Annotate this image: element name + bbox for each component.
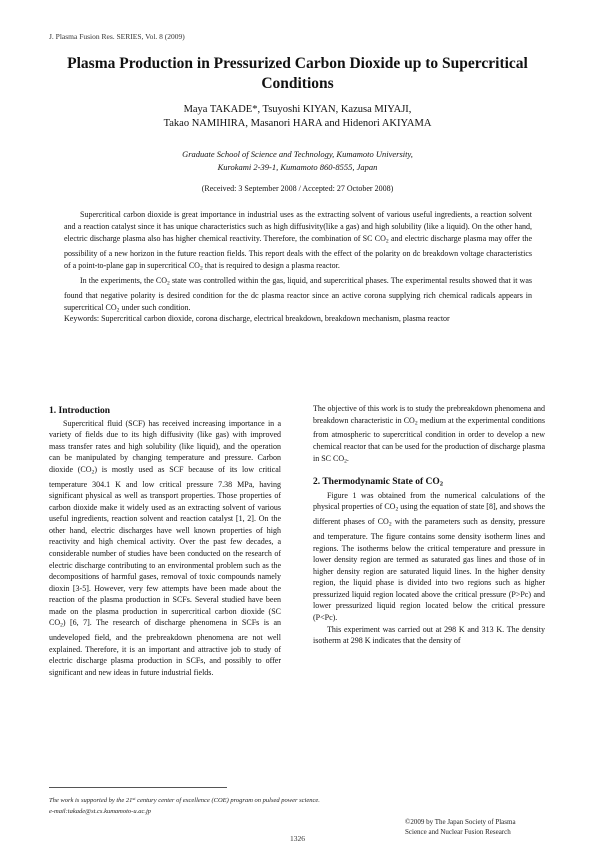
abstract-paragraph: Supercritical carbon dioxide is great importance in industrial uses as the extracting solvent of various useful ingredients, a reaction solvent and a reaction catalyst since it has unique characteristics such as high diffusivity(like a gas) and high solubility (like a liquid). On the other hand, electric discharge plasma also has higher chemical reactivity. Therefore, the combination of SC $CO_2$ and electric discharge plasma may offer the possibility of a new horizon in the future reaction fields. This report deals with the effect of the polarity on dc breakdown voltage characteristics of a point-to-plane gap in supercritical $CO_2$ that is required to design a plasma reactor. — [64, 210, 532, 271]
footnote-email: e-mail:takade@st.cs.kumamoto-u.ac.jp — [49, 807, 152, 815]
keywords: Keywords: Supercritical carbon dioxide, corona discharge, electrical breakdown, breakdown mechanism, plasma reactor — [64, 314, 450, 323]
footnote — [49, 793, 320, 817]
footnote-funding: The work is supported by the 21st century center of excellence (COE) program on pulsed power science. — [49, 796, 320, 804]
copyright-line-2: Science and Nuclear Fusion Research — [405, 828, 511, 836]
body-paragraph: The objective of this work is to study the prebreakdown phenomena and breakdown characteristic in $CO_2$ medium at the experimental conditions from atmospheric to supercritical condition in order to develop a new chemical reactor that can be used for the production of discharge plasma in SC $CO_2$. — [313, 404, 545, 464]
affiliation-line-2: Kurokami 2-39-1, Kumamoto 860-8555, Japan — [217, 162, 378, 172]
title-line-2: Conditions — [261, 75, 334, 92]
body-paragraph: Figure 1 was obtained from the numerical calculations of the physical properties of $CO_2$ using the equation of state [8], and shows the different phases of $CO_2$ with the parameters such as density, pressure and temperature. The figure contains some density isotherm lines and regions. The isotherms below the critical temperature and pressure in lower density region are termed as saturated gas lines and those of in higher density region are saturated liquid lines. In the higher density region, the liquid phase is divided into two regions such as higher pressurized liquid region located above the critical pressure (P>Pc) and lower pressurized liquid region located below the critical pressure (P<Pc). — [313, 490, 545, 622]
authors-line-1: Maya TAKADE*, Tsuyoshi KIYAN, Kazusa MIYAJI, — [183, 104, 412, 115]
section-heading-introduction: 1. Introduction — [49, 406, 111, 416]
footnote-divider — [49, 787, 227, 788]
abstract — [64, 209, 532, 317]
section-heading-thermodynamic-state: 2. Thermodynamic State of $CO_2$ — [313, 476, 444, 488]
copyright-line-1: ©2009 by The Japan Society of Plasma — [405, 818, 516, 826]
author-list — [40, 103, 555, 131]
affiliation — [40, 148, 555, 174]
page-number: 1326 — [290, 834, 305, 843]
journal-header: J. Plasma Fusion Res. SERIES, Vol. 8 (2009) — [49, 32, 185, 41]
left-column — [49, 406, 281, 678]
paper-title — [40, 54, 555, 94]
received-dates: (Received: 3 September 2008 / Accepted: 27 October 2008) — [201, 184, 394, 193]
authors-line-2: Takao NAMIHIRA, Masanori HARA and Hidenori AKIYAMA — [163, 118, 432, 129]
body-paragraph: Supercritical fluid (SCF) has received increasing importance in a variety of fields due to its high diffusivity (like gas) with improved mass transfer rates and high solubility (like liquid), and the operation can be manipulated by changing temperature and pressure. Carbon dioxide $(CO_2)$ is mostly used as SCF because of its low critical temperature 304.1 K and low critical pressure 7.38 MPa, having significant physical as well as transport properties. Those properties of carbon dioxide make it widely used as an extracting solvent of various useful ingredients, reaction solvent and reaction catalyst [1, 2]. On the other hand, electric discharges have well known properties of high reactivity and high chemical activity. Over the past few decades, a considerable number of studies have been conducted on the research of electric discharge contributing to an environmental problem such as the decompositions of harmful gases, removal of toxic compounds namely dioxin [3-5]. However, very few attempts have been made about the reaction of the plasma production in SCFs. Several studied have been made on the plasma production in supercritical carbon dioxide (SC $CO_2$) [6, 7]. The research of discharge phenomena in SCFs is an undeveloped field, and the prebreakdown phenomena are not well explained. Therefore, it is an important and attractive job to study of electric discharge plasma production in SCFs, and possibly to offer significant and new ideas in future industrial fields. — [49, 418, 281, 677]
title-line-1: Plasma Production in Pressurized Carbon Dioxide up to Supercritical — [67, 55, 528, 72]
abstract-paragraph: In the experiments, the $CO_2$ state was controlled within the gas, liquid, and supercritical phases. The experimental results showed that it was found that negative polarity is desired condition for the dc plasma reactor since an active corona supplying rich chemical radicals appears in supercritical $CO_2$ under such condition. — [64, 275, 532, 314]
affiliation-line-1: Graduate School of Science and Technology, Kumamoto University, — [182, 149, 413, 159]
body-paragraph: This experiment was carried out at 298 K and 313 K. The density isotherm at 298 K indicates that the density of — [313, 624, 545, 646]
right-column — [313, 403, 545, 647]
